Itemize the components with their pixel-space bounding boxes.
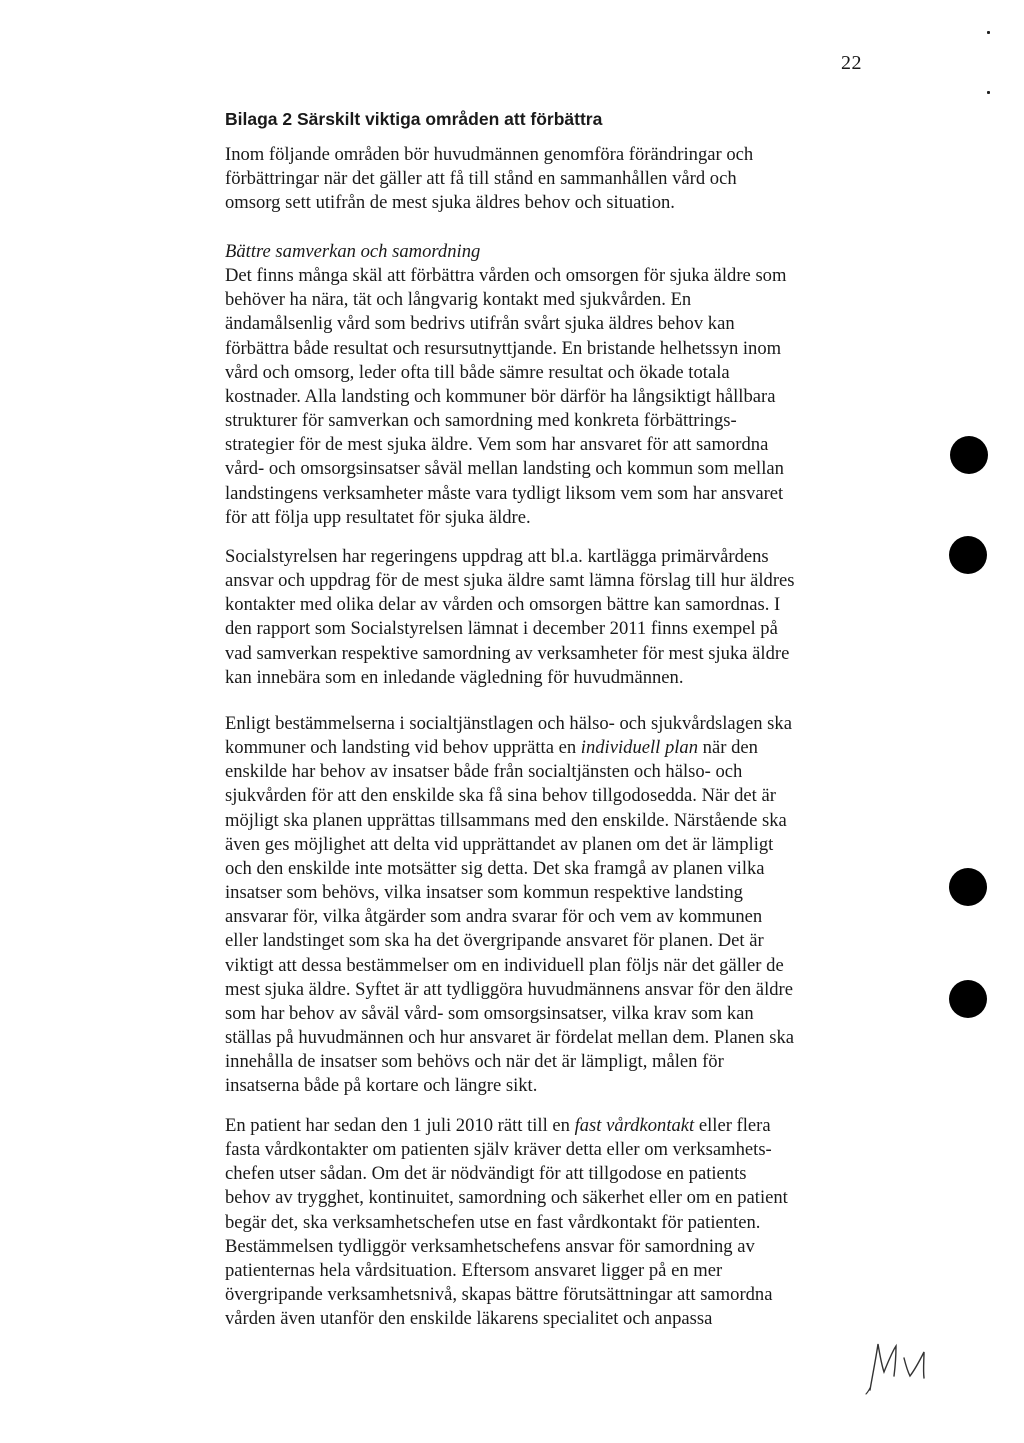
text-line: behöver ha nära, tät och långvarig kontakt med sjukvården. En (225, 289, 692, 311)
text-line: insatser som behövs, vilka insatser som kommun respektive landsting (225, 882, 743, 904)
text-line: landstingens verksamheter måste vara tydligt liksom vem som har ansvaret (225, 482, 784, 504)
margin-dot-icon (949, 868, 987, 906)
section-samverkan (225, 240, 865, 530)
socialstyrelsen-paragraph (225, 545, 865, 690)
text-line: fasta vårdkontakter om patienten själv kräver detta eller om verksamhets- (225, 1139, 772, 1161)
individual-plan-paragraph (225, 712, 865, 1099)
text-line: ansvar och uppdrag för de mest sjuka äldre samt lämna förslag till hur äldres (225, 570, 795, 592)
page-number: 22 (841, 52, 862, 74)
text-line: som har behov av såväl vård- som omsorgsinsatser, vilka krav som kan (225, 1002, 754, 1024)
text-line: kan innebära som en inledande vägledning för huvudmännen. (225, 666, 684, 688)
text-line: och den enskilde inte motsätter sig detta. Det ska framgå av planen vilka (225, 857, 765, 879)
text-line: även ges möjlighet att delta vid upprättandet av planen om det är lämpligt (225, 833, 774, 855)
text-line: vård- och omsorgsinsatser såväl mellan landsting och kommun som mellan (225, 458, 784, 480)
text-line: enskilde har behov av insatser både från socialtjänsten och hälso- och (225, 761, 743, 783)
emphasis-individuell-plan: individuell plan (580, 737, 699, 759)
text-line: omsorg sett utifrån de mest sjuka äldres behov och situation. (225, 192, 675, 214)
text-line: kostnader. Alla landsting och kommuner bör därför ha långsiktigt hållbara (225, 385, 776, 407)
text-line: Enligt bestämmelserna i socialtjänstlagen och hälso- och sjukvårdslagen ska (225, 713, 792, 734)
section-subheading: Bättre samverkan och samordning (225, 241, 481, 262)
text-line: övergripande verksamhetsnivå, skapas bättre förutsättningar att samordna (225, 1284, 773, 1306)
intro-paragraph (225, 143, 865, 215)
text-line: ställas på huvudmännen och hur ansvaret är fördelat mellan dem. Planen ska (225, 1027, 794, 1049)
text-line: förbättra både resultat och resursutnyttjande. En bristande helhetssyn inom (225, 337, 782, 359)
scan-speck (987, 91, 990, 94)
text-line: patienternas hela vårdsituation. Eftersom ansvaret ligger på en mer (225, 1259, 723, 1281)
text-line: sjukvården för att den enskilde ska få sina behov tillgodosedda. När det är (225, 785, 776, 807)
vardkontakt-paragraph (225, 1114, 865, 1331)
text-line: viktigt att dessa bestämmelser om en individuell plan följs när det gäller de (225, 954, 784, 976)
text-line: Socialstyrelsen har regeringens uppdrag att bl.a. kartlägga primärvårdens (225, 546, 769, 567)
text-line: kontakter med olika delar av vården och omsorgen bättre kan samordnas. I (225, 594, 781, 616)
handwritten-initials-icon (862, 1328, 942, 1398)
text-line: möjligt ska planen upprättas tillsammans med den enskilde. Närstående ska (225, 809, 787, 831)
text-line: Inom följande områden bör huvudmännen genomföra förändringar och (225, 144, 754, 165)
text-line: begär det, ska verksamhetschefen utse en fast vårdkontakt för patienten. (225, 1211, 761, 1233)
margin-dot-icon (949, 536, 987, 574)
text-line: för att följa upp resultatet för sjuka äldre. (225, 506, 531, 528)
text-line: den rapport som Socialstyrelsen lämnat i december 2011 finns exempel på (225, 618, 778, 640)
margin-dot-icon (950, 436, 988, 474)
text-line: förbättringar när det gäller att få till stånd en sammanhållen vård och (225, 168, 737, 190)
text-line: strategier för de mest sjuka äldre. Vem som har ansvaret för att samordna (225, 434, 769, 456)
text-line: innehålla de insatser som behövs och när det är lämpligt, målen för (225, 1051, 724, 1073)
text-line: ansvarar för, vilka åtgärder som andra svarar för och vem av kommunen (225, 906, 763, 928)
text-line: mest sjuka äldre. Syftet är att tydliggöra huvudmännens ansvar för den äldre (225, 978, 793, 1000)
text-line: behov av trygghet, kontinuitet, samordning och säkerhet eller om en patient (225, 1187, 788, 1209)
margin-dot-icon (949, 980, 987, 1018)
text-line: En patient har sedan den 1 juli 2010 rätt till en fast vårdkontakt eller flera (225, 1115, 771, 1136)
appendix-heading: Bilaga 2 Särskilt viktiga områden att förbättra (225, 109, 603, 129)
text-line: Bestämmelsen tydliggör verksamhetschefens ansvar för samordning av (225, 1235, 755, 1257)
text-line: eller landstinget som ska ha det övergripande ansvaret för planen. Det är (225, 930, 764, 952)
text-line: vården även utanför den enskilde läkarens specialitet och anpassa (225, 1308, 713, 1330)
text-line: chefen utser sådan. Om det är nödvändigt för att tillgodose en patients (225, 1163, 747, 1185)
text-line: vad samverkan respektive samordning av verksamheter för mest sjuka äldre (225, 642, 790, 664)
text-line: kommuner och landsting vid behov upprätta en individuell plan när den (225, 737, 758, 759)
text-line: Det finns många skäl att förbättra vården och omsorgen för sjuka äldre som (225, 265, 787, 287)
text-line: vård och omsorg, leder ofta till både sämre resultat och ökade totala (225, 361, 730, 383)
text-line: strukturer för samverkan och samordning med konkreta förbättrings- (225, 410, 737, 432)
scan-speck (987, 31, 990, 34)
text-line: ändamålsenlig vård som bedrivs utifrån svårt sjuka äldres behov kan (225, 313, 735, 335)
text-line: insatserna både på kortare och längre sikt. (225, 1075, 538, 1097)
emphasis-fast-vardkontakt: fast vårdkontakt (574, 1115, 695, 1136)
